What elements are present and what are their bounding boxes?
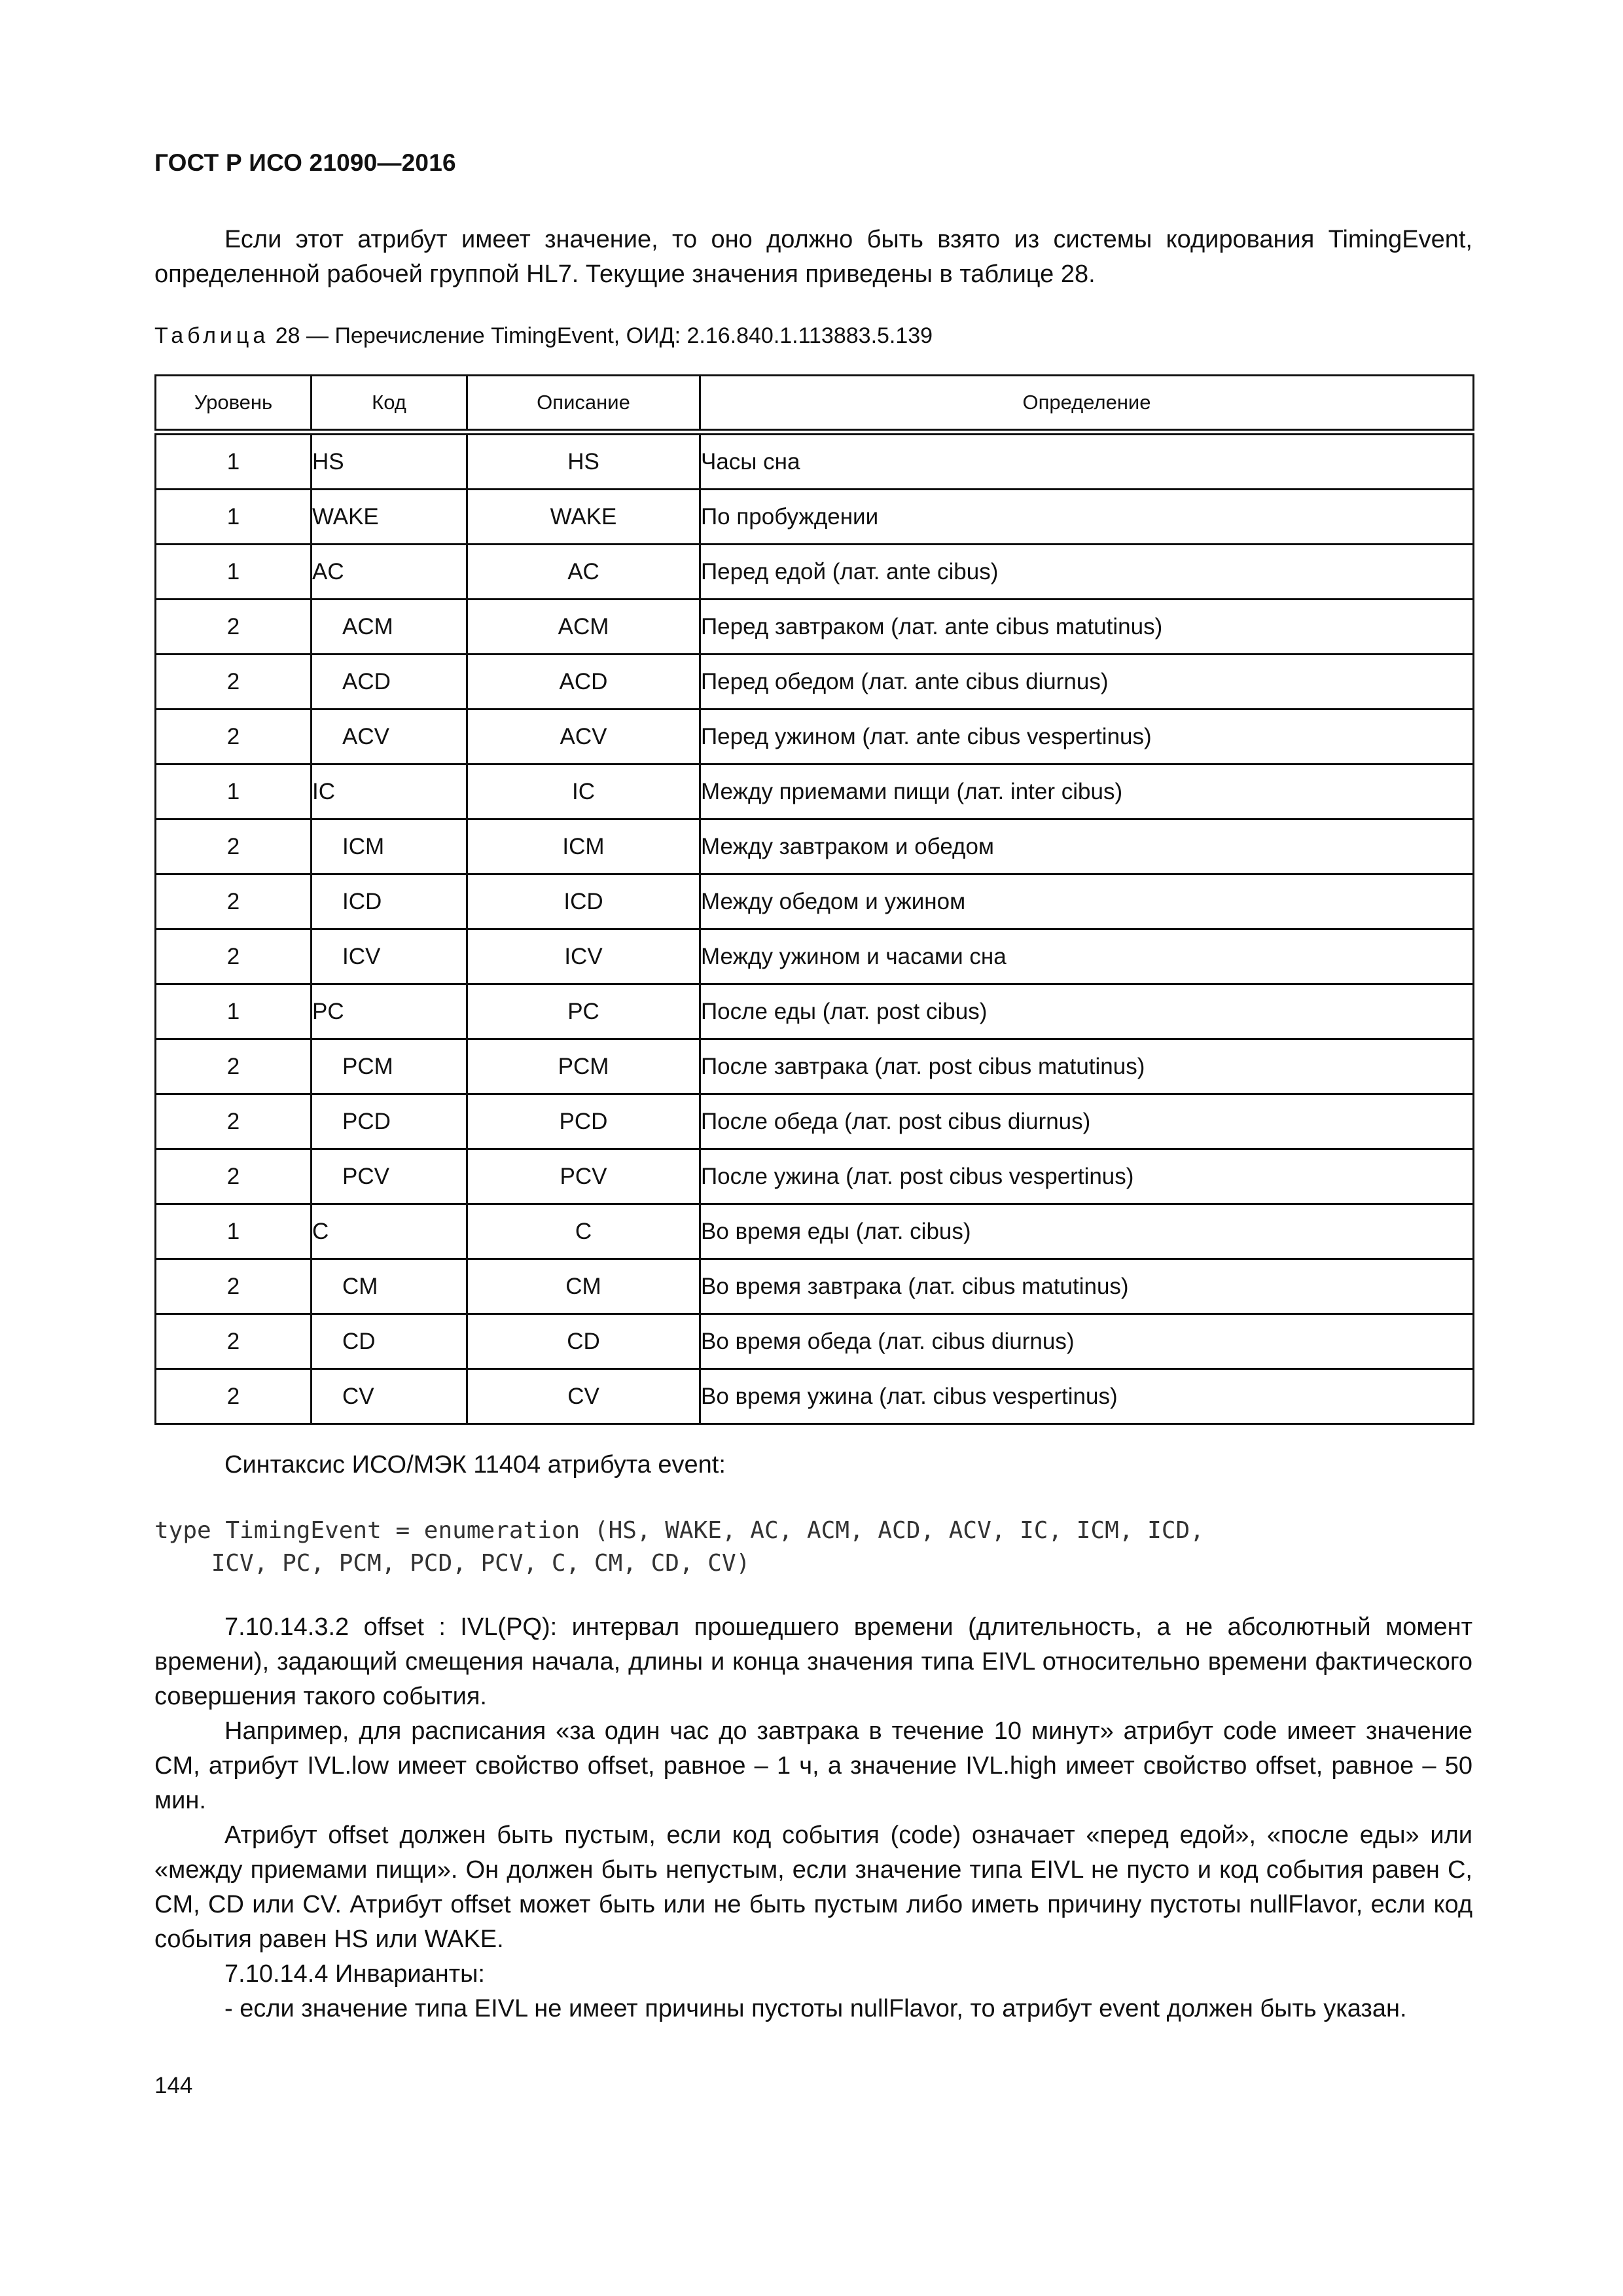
cell-code: IC	[312, 764, 467, 819]
cell-description: PCD	[467, 1094, 700, 1149]
offset-paragraph: 7.10.14.3.2 offset : IVL(PQ): интервал прошедшего времени (длительность, а не абсолютный момент времени), задающий смещения начала, длины и конца значения типа EIVL относительно времени фактического совершения такого события.	[154, 1613, 1472, 1710]
cell-definition: Перед едой (лат. ante cibus)	[700, 545, 1474, 600]
cell-level: 1	[156, 545, 312, 600]
table-caption-text: 28 — Перечисление TimingEvent, ОИД: 2.16.840.1.113883.5.139	[275, 323, 933, 348]
cell-description: ACD	[467, 655, 700, 709]
cell-level: 2	[156, 600, 312, 655]
cell-code: PC	[312, 984, 467, 1039]
cell-definition: Перед завтраком (лат. ante cibus matutinus)	[700, 600, 1474, 655]
cell-level: 2	[156, 874, 312, 929]
cell-code: AC	[312, 545, 467, 600]
cell-code: PCD	[312, 1094, 467, 1149]
cell-description: ACM	[467, 600, 700, 655]
cell-description: CM	[467, 1259, 700, 1314]
invariants-heading: 7.10.14.4 Инварианты:	[224, 1960, 485, 1988]
cell-level: 2	[156, 1039, 312, 1094]
table-header-row	[156, 376, 1474, 433]
table-body	[156, 432, 1474, 1424]
table-row	[156, 1094, 1474, 1149]
cell-code: PCM	[312, 1039, 467, 1094]
page-number: 144	[154, 2073, 193, 2098]
cell-description: HS	[467, 432, 700, 490]
cell-description: AC	[467, 545, 700, 600]
cell-level: 2	[156, 1149, 312, 1204]
invariant-item: - если значение типа EIVL не имеет причины пустоты nullFlavor, то атрибут event должен быть указан.	[224, 1995, 1407, 2022]
cell-description: ICM	[467, 819, 700, 874]
cell-description: ACV	[467, 709, 700, 764]
table-row	[156, 1314, 1474, 1369]
cell-definition: Во время обеда (лат. cibus diurnus)	[700, 1314, 1474, 1369]
cell-level: 2	[156, 929, 312, 984]
table-row	[156, 545, 1474, 600]
cell-code: ICD	[312, 874, 467, 929]
cell-definition: По пробуждении	[700, 490, 1474, 545]
cell-description: WAKE	[467, 490, 700, 545]
cell-code: ACV	[312, 709, 467, 764]
cell-definition: Между ужином и часами сна	[700, 929, 1474, 984]
table-row	[156, 874, 1474, 929]
table-row	[156, 1369, 1474, 1424]
body-text	[154, 1610, 1472, 2026]
cell-level: 1	[156, 984, 312, 1039]
cell-code: ACM	[312, 600, 467, 655]
cell-code: CV	[312, 1369, 467, 1424]
cell-description: ICV	[467, 929, 700, 984]
cell-level: 2	[156, 1314, 312, 1369]
cell-level: 2	[156, 1369, 312, 1424]
cell-definition: Во время еды (лат. cibus)	[700, 1204, 1474, 1259]
syntax-intro: Синтаксис ИСО/МЭК 11404 атрибута event:	[224, 1451, 726, 1479]
cell-description: C	[467, 1204, 700, 1259]
table-row	[156, 655, 1474, 709]
cell-code: WAKE	[312, 490, 467, 545]
cell-description: PC	[467, 984, 700, 1039]
cell-level: 2	[156, 819, 312, 874]
cell-code: HS	[312, 432, 467, 490]
table-row	[156, 984, 1474, 1039]
table-caption	[154, 323, 933, 349]
table-row	[156, 1204, 1474, 1259]
syntax-code-block: type TimingEvent = enumeration (HS, WAKE, AC, ACM, ACD, ACV, IC, ICM, ICD, ICV, PC, PCM, PCD, PCV, C, CM, CD, CV)	[154, 1517, 1204, 1577]
table-row	[156, 490, 1474, 545]
cell-definition: После ужина (лат. post cibus vespertinus)	[700, 1149, 1474, 1204]
table-row	[156, 1259, 1474, 1314]
cell-code: ICM	[312, 819, 467, 874]
cell-code: ACD	[312, 655, 467, 709]
table-row	[156, 1149, 1474, 1204]
column-header-level: Уровень	[156, 376, 312, 433]
cell-level: 2	[156, 709, 312, 764]
cell-definition: После завтрака (лат. post cibus matutinus)	[700, 1039, 1474, 1094]
cell-code: CM	[312, 1259, 467, 1314]
cell-level: 2	[156, 655, 312, 709]
intro-paragraph: Если этот атрибут имеет значение, то оно должно быть взято из системы кодирования TimingEvent, определенной рабочей группой HL7. Текущие значения приведены в таблице 28.	[154, 226, 1472, 288]
cell-code: ICV	[312, 929, 467, 984]
table-row	[156, 432, 1474, 490]
cell-description: PCV	[467, 1149, 700, 1204]
column-header-definition: Определение	[700, 376, 1474, 433]
table-caption-prefix: Таблица	[154, 323, 270, 348]
cell-definition: Во время ужина (лат. cibus vespertinus)	[700, 1369, 1474, 1424]
cell-code: PCV	[312, 1149, 467, 1204]
cell-definition: Перед обедом (лат. ante cibus diurnus)	[700, 655, 1474, 709]
cell-code: CD	[312, 1314, 467, 1369]
table-row	[156, 929, 1474, 984]
cell-definition: После обеда (лат. post cibus diurnus)	[700, 1094, 1474, 1149]
standard-header: ГОСТ Р ИСО 21090—2016	[154, 149, 456, 176]
cell-definition: Часы сна	[700, 432, 1474, 490]
cell-definition: После еды (лат. post cibus)	[700, 984, 1474, 1039]
offset-rule-paragraph: Атрибут offset должен быть пустым, если код события (code) означает «перед едой», «после еды» или «между приемами пищи». Он должен быть непустым, если значение типа EIVL не пусто и код события равен C, CM, CD или CV. Атрибут offset может быть или не быть пустым либо иметь причину пустоты nullFlavor, если код события равен HS или WAKE.	[154, 1821, 1472, 1953]
table-row	[156, 764, 1474, 819]
cell-definition: Между завтраком и обедом	[700, 819, 1474, 874]
cell-definition: Между обедом и ужином	[700, 874, 1474, 929]
cell-level: 2	[156, 1094, 312, 1149]
cell-description: IC	[467, 764, 700, 819]
cell-description: CD	[467, 1314, 700, 1369]
cell-definition: Перед ужином (лат. ante cibus vespertinus)	[700, 709, 1474, 764]
cell-definition: Между приемами пищи (лат. inter cibus)	[700, 764, 1474, 819]
cell-code: C	[312, 1204, 467, 1259]
column-header-code: Код	[312, 376, 467, 433]
table-row	[156, 709, 1474, 764]
cell-level: 2	[156, 1259, 312, 1314]
example-paragraph: Например, для расписания «за один час до завтрака в течение 10 минут» атрибут code имеет значение CM, атрибут IVL.low имеет свойство offset, равное – 1 ч, а значение IVL.high имеет свойство offset, равное – 50 мин.	[154, 1717, 1472, 1814]
cell-description: PCM	[467, 1039, 700, 1094]
timing-event-table	[154, 374, 1474, 1425]
cell-description: CV	[467, 1369, 700, 1424]
cell-definition: Во время завтрака (лат. cibus matutinus)	[700, 1259, 1474, 1314]
table-row	[156, 1039, 1474, 1094]
cell-level: 1	[156, 490, 312, 545]
cell-level: 1	[156, 432, 312, 490]
cell-level: 1	[156, 1204, 312, 1259]
cell-description: ICD	[467, 874, 700, 929]
column-header-description: Описание	[467, 376, 700, 433]
cell-level: 1	[156, 764, 312, 819]
table-row	[156, 819, 1474, 874]
table-row	[156, 600, 1474, 655]
